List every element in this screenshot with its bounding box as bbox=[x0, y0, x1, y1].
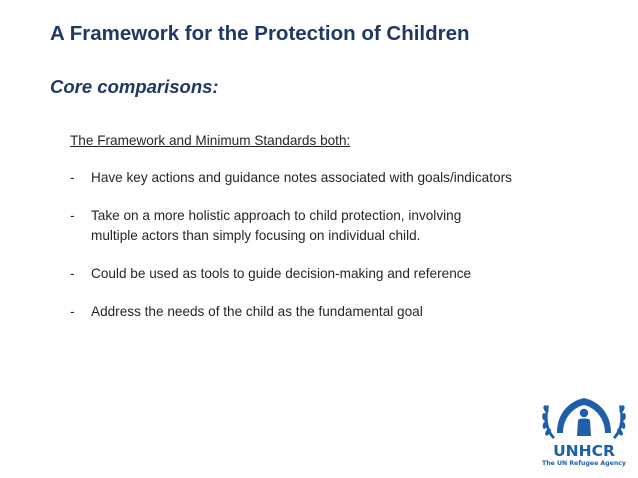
bullet-item bbox=[70, 168, 590, 187]
logo-tagline: The UN Refugee Agency bbox=[542, 460, 626, 467]
logo-wordmark: UNHCR bbox=[553, 442, 615, 460]
bullet-dash: - bbox=[70, 304, 75, 320]
bullet-item bbox=[70, 302, 590, 321]
bullet-dash: - bbox=[70, 265, 75, 281]
unhcr-logo bbox=[539, 393, 629, 473]
bullet-text: Address the needs of the child as the fundamental goal bbox=[91, 304, 423, 320]
bullet-text: Could be used as tools to guide decision-making and reference bbox=[91, 265, 472, 281]
bullet-item bbox=[70, 206, 590, 244]
bullet-text: Have key actions and guidance notes associated with goals/indicators bbox=[91, 170, 512, 186]
bullet-item bbox=[70, 264, 590, 283]
bullet-text-line-2: multiple actors than simply focusing on individual child. bbox=[91, 227, 421, 243]
unhcr-emblem-icon bbox=[539, 393, 629, 445]
slide-title: A Framework for the Protection of Children bbox=[50, 22, 470, 45]
bullet-text-line-1: Take on a more holistic approach to child protection, involving bbox=[91, 208, 462, 224]
bullet-dash: - bbox=[70, 208, 75, 224]
bullet-list bbox=[70, 168, 590, 321]
slide-subtitle: Core comparisons: bbox=[50, 76, 219, 97]
content-heading: The Framework and Minimum Standards both: bbox=[70, 133, 351, 148]
bullet-dash: - bbox=[70, 170, 75, 186]
slide-content bbox=[70, 131, 590, 340]
